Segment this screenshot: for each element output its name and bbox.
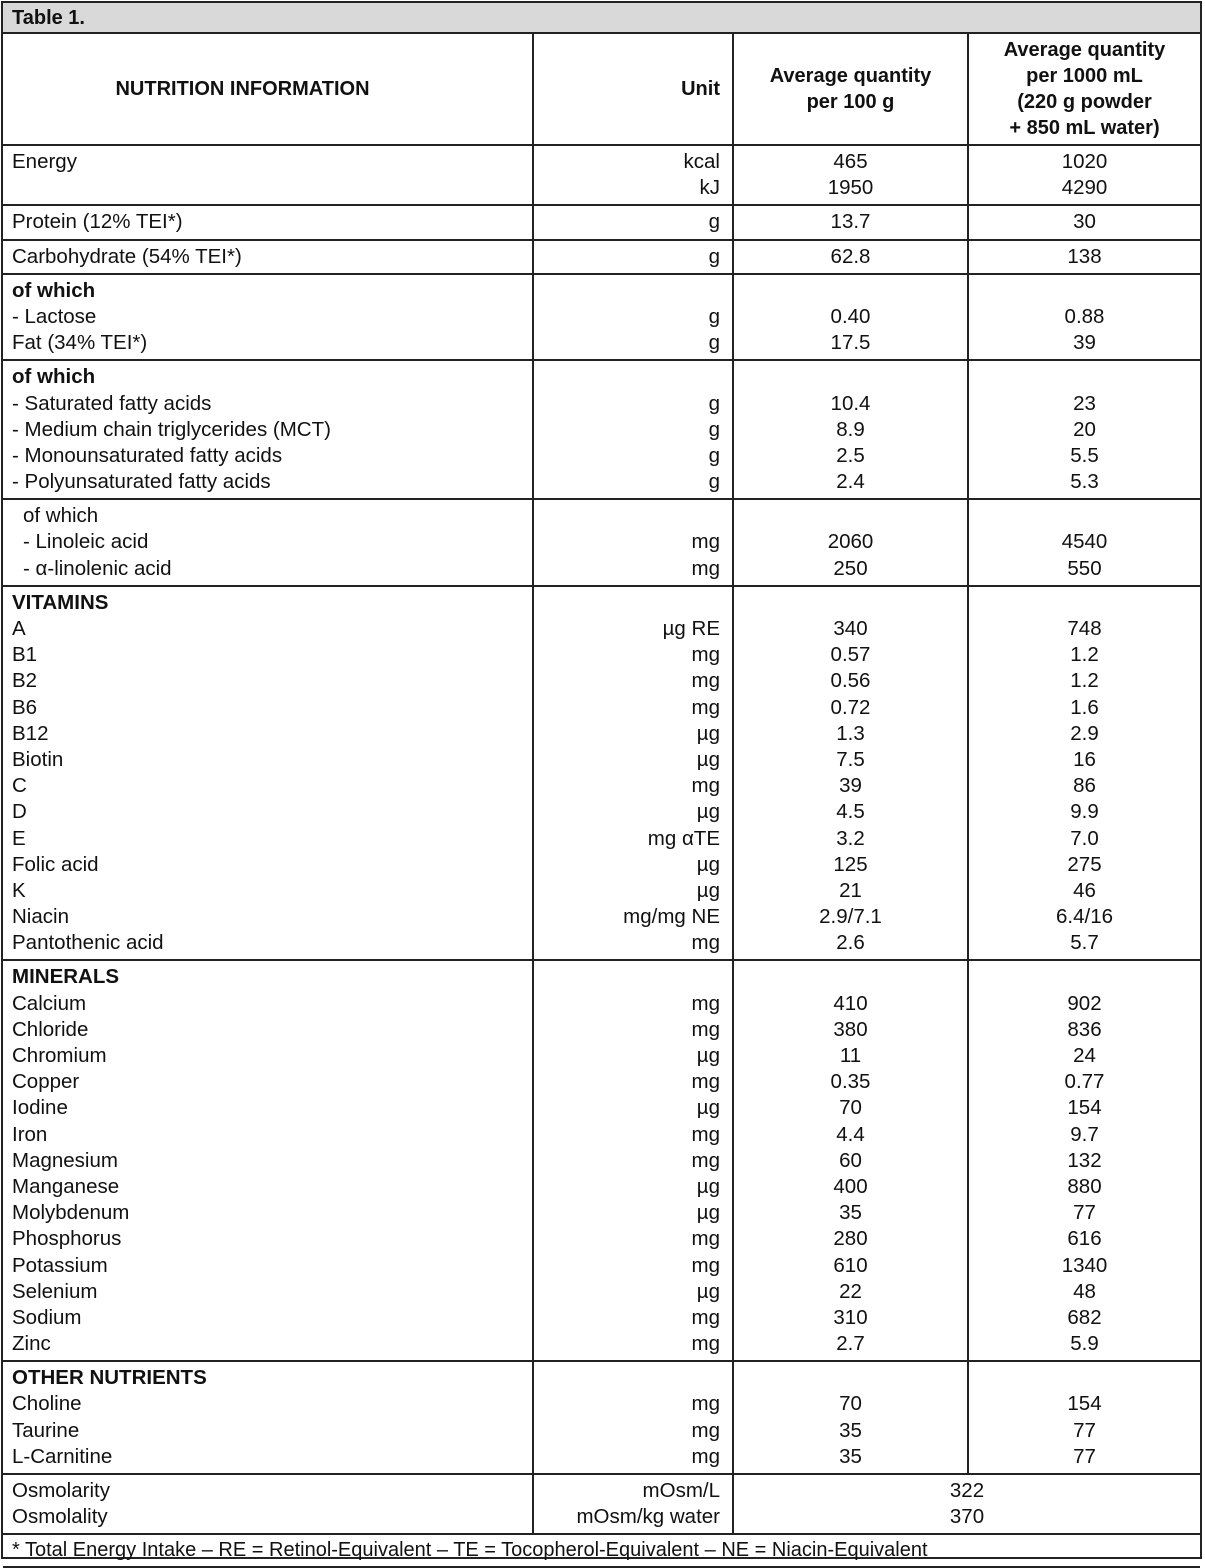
nutrient-unit: mg <box>691 1122 720 1146</box>
nutrient-unit: kcal <box>683 150 720 173</box>
nutrient-unit: mg <box>691 774 720 798</box>
value-per-100g: 4.5 <box>836 800 865 824</box>
value-per-100g: 250 <box>833 556 868 580</box>
value-per-100g-cell <box>733 205 968 239</box>
nutrient-name: K <box>12 878 26 902</box>
nutrient-name: Manganese <box>12 1174 120 1198</box>
nutrient-unit: mg <box>691 556 720 580</box>
value-per-1000ml: 77 <box>1073 1201 1096 1225</box>
nutrient-name: Biotin <box>12 747 64 771</box>
value-per-100g-cell <box>733 1361 968 1474</box>
value-per-1000ml: 748 <box>1067 617 1102 640</box>
value-per-1000ml: 275 <box>1067 852 1102 876</box>
value-per-1000ml-cell <box>968 240 1200 274</box>
osmo-unit-cell <box>533 1474 733 1534</box>
value-per-1000ml-cell <box>968 1361 1200 1474</box>
nutrient-unit-cell <box>533 274 733 361</box>
nutrient-unit-cell <box>533 499 733 586</box>
value-per-100g: 0.35 <box>830 1070 871 1094</box>
nutrient-unit: g <box>708 417 720 441</box>
table-group-row <box>3 205 1200 239</box>
header-row <box>3 34 1200 145</box>
value-per-100g: 62.8 <box>830 244 871 268</box>
nutrient-name: Folic acid <box>12 852 99 876</box>
nutrient-unit: mg <box>691 1332 720 1356</box>
value-per-1000ml <box>969 590 1200 616</box>
nutrient-unit: g <box>708 304 720 328</box>
nutrient-name <box>3 175 532 201</box>
nutrient-name: Potassium <box>12 1253 108 1277</box>
value-per-1000ml <box>969 503 1200 529</box>
value-per-100g: 0.72 <box>830 695 871 719</box>
value-per-100g: 3.2 <box>836 826 865 850</box>
value-per-1000ml: 5.7 <box>1070 931 1099 955</box>
nutrient-unit: µg <box>696 878 720 902</box>
nutrient-unit-cell <box>533 360 733 499</box>
nutrient-unit: g <box>708 470 720 494</box>
value-per-100g: 1.3 <box>836 721 865 745</box>
value-per-1000ml: 77 <box>1073 1418 1096 1442</box>
nutrient-name: OTHER NUTRIENTS <box>12 1366 207 1390</box>
nutrient-unit: g <box>708 331 720 355</box>
nutrient-name-cell <box>3 586 533 961</box>
nutrient-name: MINERALS <box>12 965 120 989</box>
nutrient-name: Sodium <box>12 1305 82 1329</box>
value-per-100g: 0.57 <box>830 643 871 667</box>
value-per-1000ml: 154 <box>1067 1096 1102 1120</box>
nutrient-name: Molybdenum <box>12 1201 130 1225</box>
value-per-100g: 380 <box>833 1017 868 1041</box>
value-per-1000ml-cell <box>968 274 1200 361</box>
value-per-1000ml: 48 <box>1073 1279 1096 1303</box>
nutrient-unit: mg <box>691 643 720 667</box>
nutrient-unit: µg <box>696 721 720 745</box>
value-per-1000ml <box>969 964 1200 990</box>
value-per-1000ml: 682 <box>1067 1305 1102 1329</box>
nutrient-unit: mg <box>691 991 720 1015</box>
nutrient-unit <box>534 278 732 304</box>
value-per-1000ml: 77 <box>1073 1444 1096 1468</box>
nutrient-name: E <box>12 826 26 850</box>
value-per-1000ml: 39 <box>1073 331 1096 355</box>
value-per-100g: 2.6 <box>836 931 865 955</box>
nutrient-name: Iodine <box>12 1096 68 1120</box>
value-per-100g: 2.5 <box>836 443 865 467</box>
value-per-100g: 35 <box>839 1201 862 1225</box>
nutrient-unit: µg <box>696 1096 720 1120</box>
nutrient-unit <box>534 1365 732 1391</box>
nutrient-unit: µg RE <box>662 617 720 640</box>
nutrient-unit: µg <box>696 1201 720 1225</box>
nutrient-name: of which <box>23 504 99 528</box>
value-per-1000ml: 0.88 <box>1064 304 1105 328</box>
value-per-100g-cell <box>733 586 968 961</box>
value-per-1000ml: 836 <box>1067 1017 1102 1041</box>
value-per-1000ml: 1.2 <box>1070 643 1099 667</box>
nutrient-unit: mg <box>691 1392 720 1416</box>
nutrient-unit: mg <box>691 1017 720 1041</box>
table-group-row <box>3 499 1200 586</box>
value-per-1000ml: 9.7 <box>1070 1122 1099 1146</box>
osmo-unit: mOsm/kg water <box>576 1505 720 1529</box>
header-line: (220 g powder <box>1017 91 1152 113</box>
value-per-100g-cell <box>733 274 968 361</box>
table-group-row <box>3 240 1200 274</box>
value-per-1000ml: 20 <box>1073 417 1096 441</box>
value-per-100g <box>734 1365 967 1391</box>
nutrient-name: - Saturated fatty acids <box>12 391 212 415</box>
osmo-name: Osmolality <box>12 1505 108 1529</box>
header-line: Average quantity <box>769 65 932 87</box>
nutrient-unit: µg <box>696 1279 720 1303</box>
value-per-1000ml: 23 <box>1073 391 1096 415</box>
value-per-100g-cell <box>733 360 968 499</box>
nutrient-name: Energy <box>12 150 77 173</box>
nutrient-name-cell <box>3 1361 533 1474</box>
nutrient-name: B2 <box>12 669 38 693</box>
nutrient-unit: mg <box>691 695 720 719</box>
value-per-100g: 125 <box>833 852 868 876</box>
value-per-100g: 35 <box>839 1418 862 1442</box>
nutrient-name: - Medium chain triglycerides (MCT) <box>12 417 331 441</box>
table-group-row <box>3 960 1200 1361</box>
value-per-1000ml: 1.6 <box>1070 695 1099 719</box>
nutrient-name-cell <box>3 960 533 1361</box>
value-per-100g: 1950 <box>827 176 874 200</box>
value-per-100g: 17.5 <box>830 331 871 355</box>
nutrient-name-cell <box>3 274 533 361</box>
nutrient-name-cell <box>3 499 533 586</box>
nutrient-unit <box>534 590 732 616</box>
value-per-1000ml: 154 <box>1067 1392 1102 1416</box>
nutrient-unit: mg <box>691 669 720 693</box>
value-per-100g: 22 <box>839 1279 862 1303</box>
header-per-1000ml <box>968 34 1200 145</box>
value-per-100g: 610 <box>833 1253 868 1277</box>
nutrient-unit: mg <box>691 931 720 955</box>
value-per-100g: 280 <box>833 1227 868 1251</box>
value-per-100g-cell <box>733 960 968 1361</box>
value-per-1000ml: 880 <box>1067 1174 1102 1198</box>
value-per-1000ml: 6.4/16 <box>1056 905 1113 929</box>
nutrient-name: B1 <box>12 643 38 667</box>
value-per-1000ml: 5.5 <box>1070 443 1099 467</box>
nutrient-name: Pantothenic acid <box>12 931 164 955</box>
value-per-1000ml-cell <box>968 145 1200 205</box>
value-per-1000ml: 0.77 <box>1064 1070 1105 1094</box>
nutrient-unit <box>534 503 732 529</box>
value-per-100g-cell <box>733 499 968 586</box>
osmo-unit: mOsm/L <box>642 1479 720 1502</box>
nutrient-name: C <box>12 774 27 798</box>
value-per-100g: 0.40 <box>830 304 871 328</box>
nutrient-unit-cell <box>533 586 733 961</box>
nutrient-name: Chromium <box>12 1044 107 1067</box>
value-per-1000ml-cell <box>968 960 1200 1361</box>
nutrient-unit: µg <box>696 747 720 771</box>
nutrient-name: Fat (34% TEI*) <box>12 331 148 355</box>
nutrient-unit: µg <box>696 1044 720 1067</box>
nutrient-unit: mg <box>691 1227 720 1251</box>
nutrient-name: - Lactose <box>12 304 97 328</box>
footnote-row <box>3 1534 1200 1567</box>
value-per-1000ml: 4290 <box>1061 176 1108 200</box>
nutrient-unit: g <box>708 443 720 467</box>
value-per-1000ml <box>969 278 1200 304</box>
nutrient-unit: mg <box>691 1418 720 1442</box>
value-per-100g: 4.4 <box>836 1122 865 1146</box>
value-per-1000ml: 1340 <box>1061 1253 1108 1277</box>
osmo-group-row <box>3 1474 1200 1534</box>
nutrient-unit: mg/mg NE <box>623 905 720 929</box>
value-per-100g: 410 <box>833 991 868 1015</box>
footnote: * Total Energy Intake – RE = Retinol-Equivalent – TE = Tocopherol-Equivalent – NE = Niacin-Equivalent <box>3 1534 1200 1567</box>
value-per-100g <box>734 964 967 990</box>
osmo-name-cell <box>3 1474 533 1534</box>
nutrient-name: Selenium <box>12 1279 98 1303</box>
nutrient-unit: µg <box>696 800 720 824</box>
nutrient-name: Protein (12% TEI*) <box>12 210 183 234</box>
table-group-row <box>3 1361 1200 1474</box>
nutrient-unit: g <box>708 391 720 415</box>
header-nutrition-information: NUTRITION INFORMATION <box>3 34 533 145</box>
value-per-1000ml-cell <box>968 499 1200 586</box>
value-per-100g: 60 <box>839 1148 862 1172</box>
nutrient-unit-cell <box>533 960 733 1361</box>
header-line: Average quantity <box>1003 39 1166 61</box>
value-per-1000ml: 550 <box>1067 556 1102 580</box>
value-per-100g: 2060 <box>827 530 874 554</box>
nutrient-unit: mg <box>691 1070 720 1094</box>
nutrient-name: Iron <box>12 1122 48 1146</box>
nutrient-unit: g <box>708 210 720 234</box>
nutrient-name: - Linoleic acid <box>23 530 149 554</box>
nutrient-name: Magnesium <box>12 1148 118 1172</box>
nutrient-name: L-Carnitine <box>12 1444 113 1468</box>
value-per-100g: 70 <box>839 1096 862 1120</box>
nutrient-unit: mg αTE <box>647 826 720 850</box>
value-per-1000ml: 4540 <box>1061 530 1108 554</box>
nutrient-unit <box>534 964 732 990</box>
value-per-100g-cell <box>733 145 968 205</box>
value-per-1000ml: 24 <box>1073 1044 1096 1067</box>
value-per-1000ml: 9.9 <box>1070 800 1099 824</box>
value-per-100g: 21 <box>839 878 862 902</box>
value-per-100g: 400 <box>833 1174 868 1198</box>
value-per-100g <box>734 590 967 616</box>
value-per-1000ml: 46 <box>1073 878 1096 902</box>
value-per-100g: 0.56 <box>830 669 871 693</box>
value-per-1000ml-cell <box>968 360 1200 499</box>
value-per-100g: 70 <box>839 1392 862 1416</box>
nutrition-table <box>3 34 1200 1568</box>
table-group-row <box>3 274 1200 361</box>
nutrient-name: of which <box>12 365 96 389</box>
value-per-1000ml: 138 <box>1067 244 1102 268</box>
nutrient-name: - Monounsaturated fatty acids <box>12 443 283 467</box>
nutrient-unit: g <box>708 244 720 268</box>
osmo-value: 322 <box>949 1479 985 1502</box>
value-per-1000ml: 1020 <box>1061 150 1108 173</box>
value-per-100g: 2.4 <box>836 470 865 494</box>
osmo-value: 370 <box>949 1505 985 1529</box>
nutrient-name: Choline <box>12 1392 82 1416</box>
value-per-100g: 340 <box>833 617 868 640</box>
nutrient-unit-cell <box>533 205 733 239</box>
nutrient-name: Copper <box>12 1070 80 1094</box>
nutrient-name-cell <box>3 145 533 205</box>
value-per-1000ml: 132 <box>1067 1148 1102 1172</box>
value-per-1000ml: 2.9 <box>1070 721 1099 745</box>
nutrient-name: Taurine <box>12 1418 80 1442</box>
nutrient-name: - Polyunsaturated fatty acids <box>12 470 271 494</box>
nutrient-unit: mg <box>691 1148 720 1172</box>
nutrient-name-cell <box>3 360 533 499</box>
nutrient-unit: µg <box>696 1174 720 1198</box>
value-per-100g: 10.4 <box>830 391 871 415</box>
value-per-100g: 2.7 <box>836 1332 865 1356</box>
value-per-100g: 2.9/7.1 <box>819 905 882 929</box>
nutrient-name: Phosphorus <box>12 1227 122 1251</box>
value-per-100g: 11 <box>839 1044 862 1067</box>
nutrient-name: of which <box>12 278 96 302</box>
value-per-1000ml <box>969 364 1200 390</box>
nutrient-unit-cell <box>533 1361 733 1474</box>
nutrient-unit: mg <box>691 1253 720 1277</box>
nutrient-name-cell <box>3 205 533 239</box>
header-per-100g <box>733 34 968 145</box>
nutrition-table-panel <box>1 1 1202 1562</box>
table-group-row <box>3 586 1200 961</box>
value-per-1000ml: 86 <box>1073 774 1096 798</box>
nutrient-name: Zinc <box>12 1332 51 1356</box>
value-per-100g: 465 <box>833 150 868 173</box>
nutrient-unit-cell <box>533 240 733 274</box>
nutrient-unit: µg <box>696 852 720 876</box>
table-group-row <box>3 145 1200 205</box>
value-per-1000ml: 5.3 <box>1070 470 1099 494</box>
value-per-100g: 310 <box>833 1305 868 1329</box>
value-per-1000ml: 7.0 <box>1070 826 1099 850</box>
value-per-1000ml: 902 <box>1067 991 1102 1015</box>
nutrient-name: B6 <box>12 695 38 719</box>
value-per-1000ml: 30 <box>1073 210 1096 234</box>
table-group-row <box>3 360 1200 499</box>
value-per-100g: 8.9 <box>836 417 865 441</box>
value-per-1000ml: 616 <box>1067 1227 1102 1251</box>
nutrient-name: A <box>12 617 26 640</box>
osmo-name: Osmolarity <box>12 1479 110 1502</box>
nutrient-unit: mg <box>691 1305 720 1329</box>
value-per-100g <box>734 364 967 390</box>
value-per-1000ml: 5.9 <box>1070 1332 1099 1356</box>
nutrient-unit-cell <box>533 145 733 205</box>
value-per-100g <box>734 503 967 529</box>
value-per-100g <box>734 278 967 304</box>
value-per-1000ml: 16 <box>1073 747 1096 771</box>
table-title: Table 1. <box>3 3 1200 34</box>
value-per-100g: 7.5 <box>836 747 865 771</box>
header-line: + 850 mL water) <box>1009 117 1160 139</box>
value-per-100g: 39 <box>839 774 862 798</box>
header-line: per 1000 mL <box>1026 65 1143 87</box>
value-per-1000ml-cell <box>968 586 1200 961</box>
value-per-100g: 35 <box>839 1444 862 1468</box>
nutrient-name: VITAMINS <box>12 590 109 614</box>
nutrient-name: Niacin <box>12 905 69 929</box>
value-per-100g: 13.7 <box>830 210 871 234</box>
nutrient-unit <box>534 364 732 390</box>
nutrient-unit: mg <box>691 530 720 554</box>
value-per-1000ml-cell <box>968 205 1200 239</box>
nutrient-name: Carbohydrate (54% TEI*) <box>12 244 242 268</box>
header-line: per 100 g <box>806 91 895 113</box>
header-unit: Unit <box>533 34 733 145</box>
nutrient-name: D <box>12 800 27 824</box>
osmo-value-cell <box>733 1474 1200 1534</box>
nutrient-name: Chloride <box>12 1017 89 1041</box>
nutrient-unit: kJ <box>699 176 720 200</box>
nutrient-name: - α-linolenic acid <box>23 556 172 580</box>
nutrient-name-cell <box>3 240 533 274</box>
nutrient-unit: mg <box>691 1444 720 1468</box>
value-per-1000ml: 1.2 <box>1070 669 1099 693</box>
nutrient-name: B12 <box>12 721 49 745</box>
nutrient-name: Calcium <box>12 991 87 1015</box>
value-per-100g-cell <box>733 240 968 274</box>
value-per-1000ml <box>969 1365 1200 1391</box>
